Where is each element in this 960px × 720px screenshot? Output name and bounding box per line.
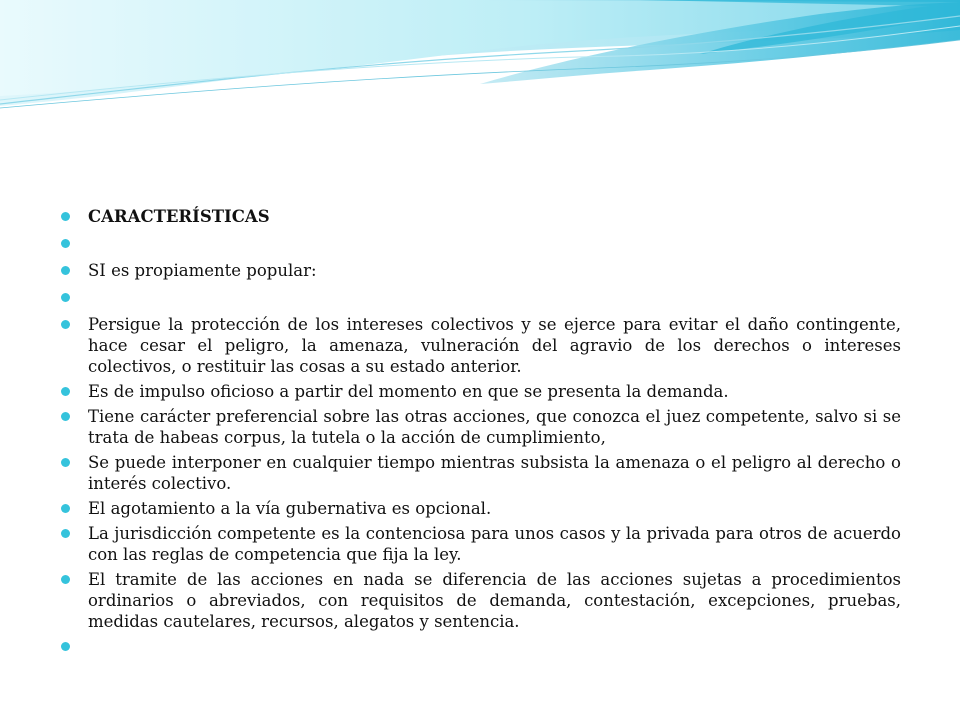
list-item xyxy=(61,498,901,519)
list-item xyxy=(61,314,901,377)
list-item xyxy=(61,636,901,657)
bullet-icon xyxy=(61,293,70,302)
bullet-icon xyxy=(61,575,70,584)
list-item xyxy=(61,260,901,281)
list-item xyxy=(61,287,901,308)
list-item xyxy=(61,569,901,632)
wave-header-decoration xyxy=(0,0,960,120)
bullet-text: Es de impulso oficioso a partir del momento en que se presenta la demanda. xyxy=(88,382,729,401)
bullet-text: SI es propiamente popular: xyxy=(88,261,317,280)
list-item xyxy=(61,206,901,227)
bullet-text: Persigue la protección de los intereses colectivos y se ejerce para evitar el daño contingente, hace cesar el peligro, la amenaza, vulneración del agravio de los derechos o intereses colectivos, o restituir las cosas a su estado anterior. xyxy=(88,315,901,376)
bullet-text: Tiene carácter preferencial sobre las otras acciones, que conozca el juez competente, salvo si se trata de habeas corpus, la tutela o la acción de cumplimiento, xyxy=(88,407,901,447)
slide-content xyxy=(61,206,901,661)
list-item xyxy=(61,523,901,565)
bullet-icon xyxy=(61,239,70,248)
bullet-text: El agotamiento a la vía gubernativa es opcional. xyxy=(88,499,492,518)
list-item xyxy=(61,452,901,494)
bullet-icon xyxy=(61,320,70,329)
bullet-icon xyxy=(61,642,70,651)
list-item xyxy=(61,406,901,448)
bullet-icon xyxy=(61,529,70,538)
bullet-icon xyxy=(61,412,70,421)
bullet-icon xyxy=(61,387,70,396)
bullet-icon xyxy=(61,266,70,275)
bullet-list xyxy=(61,206,901,657)
bullet-text: El tramite de las acciones en nada se diferencia de las acciones sujetas a procedimientos ordinarios o abreviados, con requisitos de demanda, contestación, excepciones, pruebas, medidas cautelares, recursos, alegatos y sentencia. xyxy=(88,570,901,631)
section-heading: CARACTERÍSTICAS xyxy=(88,207,270,226)
list-item xyxy=(61,381,901,402)
bullet-icon xyxy=(61,504,70,513)
bullet-icon xyxy=(61,458,70,467)
bullet-icon xyxy=(61,212,70,221)
list-item xyxy=(61,233,901,254)
bullet-text: Se puede interponer en cualquier tiempo mientras subsista la amenaza o el peligro al derecho o interés colectivo. xyxy=(88,453,901,493)
bullet-text: La jurisdicción competente es la contenciosa para unos casos y la privada para otros de acuerdo con las reglas de competencia que fija la ley. xyxy=(88,524,901,564)
